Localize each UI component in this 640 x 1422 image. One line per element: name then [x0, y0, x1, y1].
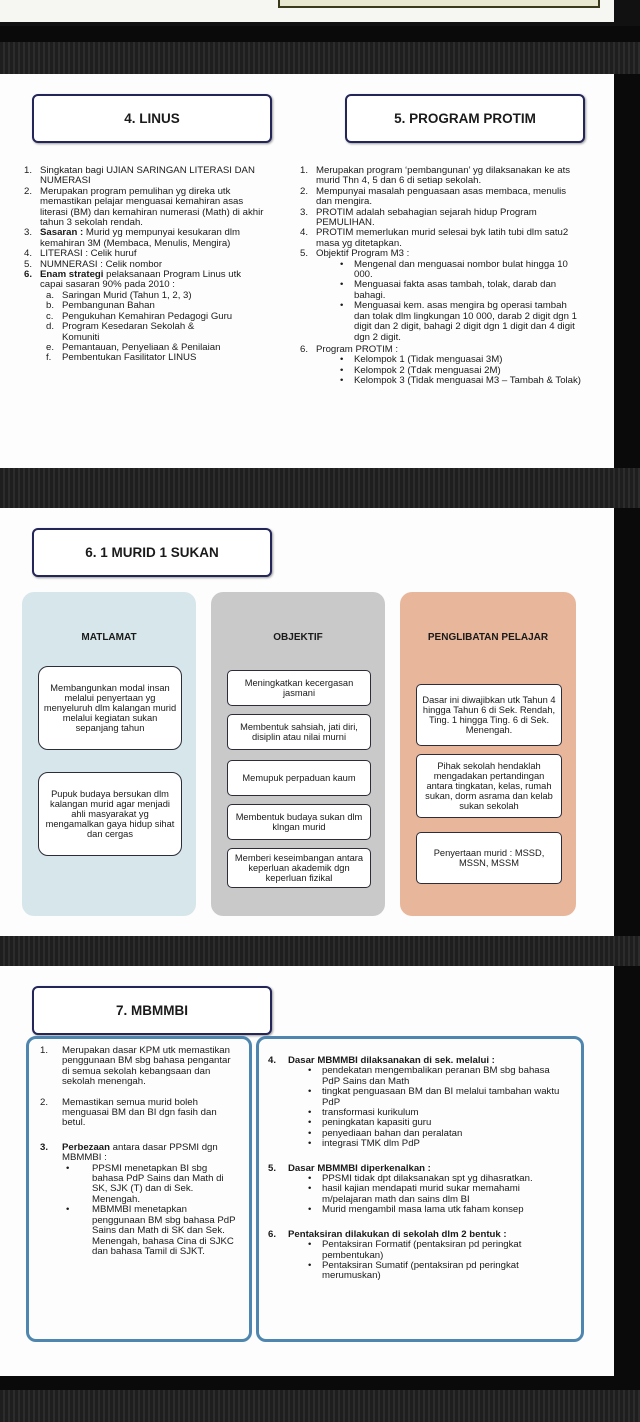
objektif-box: Memberi keseimbangan antara keperluan akademik dgn keperluan fizikal — [227, 848, 371, 888]
bullet-item: • pendekatan mengembalikan peranan BM sbg bahasa PdP Sains dan Math — [308, 1065, 550, 1087]
bullet-item: • Kelompok 2 (Tdak menguasai 2M) — [340, 364, 501, 376]
list-item: 4. PROTIM memerlukan murid selesai byk latih tubi dlm satu2 masa yg ditetapkan. — [300, 227, 569, 249]
divider-bar — [0, 936, 640, 966]
penglibatan-box: Dasar ini diwajibkan utk Tahun 4 hingga Tahun 6 di Sek. Rendah, Ting. 1 hingga Ting. 6 di Sek. Menengah. — [416, 684, 562, 746]
sub-item: e. Pemantauan, Penyeliaan & Penilaian — [46, 341, 221, 353]
matlamat-box: Pupuk budaya bersukan dlm kalangan murid agar menjadi ahli masyarakat yg mengamalkan gaya hidup sihat dan cergas — [38, 772, 182, 856]
top-strip-frame — [278, 0, 600, 8]
list-item: 1. Merupakan dasar KPM utk memastikan penggunaan BM sbg bahasa pengantar di semua sekolah kebangsaan dan sekolah menengah. — [40, 1045, 231, 1088]
objektif-box: Memupuk perpaduan kaum — [227, 760, 371, 796]
section-title-protim: 5. PROGRAM PROTIM — [345, 94, 585, 143]
list-item: 2. Merupakan program pemulihan yg direka utk memastikan pelajar menguasai kemahiran asas literasi (BM) dan kemahiran numerasi (Math) di akhir tahun 3 sekolah rendah. — [24, 185, 264, 229]
sub-item: b. Pembangunan Bahan — [46, 300, 155, 312]
protim-list — [300, 166, 582, 387]
list-item: 5. Objektif Program M3 : — [300, 248, 410, 260]
bullet-item: • Menguasai fakta asas tambah, tolak, darab dan bahagi. — [340, 279, 557, 301]
sub-item: f. Pembentukan Fasilitator LINUS — [46, 352, 197, 364]
card-header: PENGLIBATAN PELAJAR — [427, 632, 549, 643]
penglibatan-box: Pihak sekolah hendaklah mengadakan pertandingan antara tingkatan, kelas, rumah sukan, dorm asrama dan kelab sukan sekolah — [416, 754, 562, 818]
list-item: 3. PROTIM adalah sebahagian sejarah hidup Program PEMULIHAN. — [300, 206, 537, 229]
bullet-item: • hasil kajian mendapati murid sukar memahami m/pelajaran math dan sains dlm BI — [308, 1183, 520, 1205]
list-item: 1. Merupakan program ‘pembangunan’ yg dilaksanakan ke ats murid Thn 4, 5 dan 6 di setiap sekolah. — [300, 165, 571, 187]
bullet-item: • integrasi TMK dlm PdP — [308, 1138, 420, 1150]
card-header: OBJEKTIF — [273, 632, 323, 643]
section-title-1m1s: 6. 1 MURID 1 SUKAN — [32, 528, 272, 577]
list-item: 2. Memastikan semua murid boleh menguasai BM dan BI dgn fasih dan betul. — [40, 1096, 217, 1129]
objektif-box: Membentuk sahsiah, jati diri, disiplin atau nilai murni — [227, 714, 371, 750]
sub-item: d. Program Kesedaran Sekolah & Komuniti — [46, 321, 195, 343]
card-penglibatan — [400, 592, 576, 916]
list-item: 5. Dasar MBMMBI diperkenalkan : — [268, 1162, 431, 1174]
linus-list — [24, 166, 264, 364]
list-item: 1. Singkatan bagi UJIAN SARINGAN LITERASI DAN NUMERASI — [24, 165, 255, 187]
list-item: 3. Sasaran : Murid yg mempunyai kesukaran dlm kemahiran 3M (Membaca, Menulis, Mengira) — [24, 227, 240, 249]
bullet-item: • PPSMI tidak dpt dilaksanakan spt yg dihasratkan. — [308, 1173, 533, 1185]
card-matlamat — [22, 592, 196, 916]
section-title-mbmmbi: 7. MBMMBI — [32, 986, 272, 1035]
mbmmbi-left-list — [40, 1046, 236, 1257]
list-item: 6. Program PROTIM : — [300, 343, 399, 355]
bullet-item: • Murid mengambil masa lama utk faham konsep — [308, 1204, 524, 1216]
bullet-item: • Pentaksiran Formatif (pentaksiran pd peringkat pembentukan) — [308, 1239, 522, 1261]
card-objektif — [211, 592, 385, 916]
section-title-linus: 4. LINUS — [32, 94, 272, 143]
objektif-box: Membentuk budaya sukan dlm klngan murid — [227, 804, 371, 840]
sub-item: c. Pengukuhan Kemahiran Pedagogi Guru — [46, 310, 233, 322]
slide-1murid1sukan — [0, 508, 614, 936]
bullet-item: • PPSMI menetapkan BI sbg bahasa PdP Sains dan Math di SK, SJK (T) dan di Sek. Menengah. — [66, 1162, 224, 1205]
list-item: 3. Perbezaan antara dasar PPSMI dgn MBMMBI : — [40, 1141, 218, 1164]
bullet-item: • Kelompok 1 (Tidak menguasai 3M) — [340, 354, 503, 366]
mbmmbi-right-list — [268, 1056, 570, 1282]
bullet-item: • tingkat penguasaan BM dan BI melalui tambahan waktu PdP — [308, 1086, 560, 1108]
bullet-item: • MBMMBI menetapkan penggunaan BM sbg bahasa PdP Sains dan Math di SK dan Sek. Menengah, bahasa Cina di SJKC dan bahasa Tamil di SJKT. — [66, 1204, 236, 1257]
matlamat-box: Membangunkan modal insan melalui penyertaan yg menyeluruh dlm kalangan murid melalui kegiatan sukan sepanjang tahun — [38, 666, 182, 750]
penglibatan-box: Penyertaan murid : MSSD, MSSN, MSSM — [416, 832, 562, 884]
list-item: 2. Mempunyai masalah penguasaan asas membaca, menulis dan mengira. — [300, 185, 567, 208]
objektif-box: Meningkatkan kecergasan jasmani — [227, 670, 371, 706]
list-item: 5. NUMNERASI : Celik nombor — [24, 258, 163, 270]
bullet-item: • peningkatan kapasiti guru — [308, 1117, 432, 1129]
divider-bar — [0, 468, 640, 508]
list-item: 6. Enam strategi pelaksanaan Program Linus utk capai sasaran 90% pada 2010 : — [24, 269, 242, 291]
divider-bar — [0, 1390, 640, 1422]
list-item: 6. Pentaksiran dilakukan di sekolah dlm 2 bentuk : — [268, 1228, 507, 1240]
list-item: 4. LITERASI : Celik huruf — [24, 248, 137, 260]
bullet-item: • Menguasai kem. asas mengira bg operasi tambah dan tolak dlm lingkungan 10 000, darab 2 digit dgn 1 digit dan 2 digit, bahagi 2 digit dgn 1 digit dan 4 digit dgn 2 digit. — [340, 300, 577, 343]
slide-linus-protim — [0, 74, 614, 468]
slide-mbmmbi — [0, 966, 614, 1376]
bullet-item: • transformasi kurikulum — [308, 1107, 419, 1119]
list-item: 4. Dasar MBMMBI dilaksanakan di sek. melalui : — [268, 1055, 495, 1066]
card-header: MATLAMAT — [81, 632, 137, 643]
sub-item: a. Saringan Murid (Tahun 1, 2, 3) — [46, 289, 192, 301]
bullet-item: • penyediaan bahan dan peralatan — [308, 1127, 463, 1139]
bullet-item: • Mengenal dan menguasai nombor bulat hingga 10 000. — [340, 258, 568, 281]
divider-bar — [0, 42, 640, 74]
bullet-item: • Pentaksiran Sumatif (pentaksiran pd peringkat merumuskan) — [308, 1259, 519, 1282]
bullet-item: • Kelompok 3 (Tidak menguasai M3 – Tambah & Tolak) — [340, 375, 581, 387]
